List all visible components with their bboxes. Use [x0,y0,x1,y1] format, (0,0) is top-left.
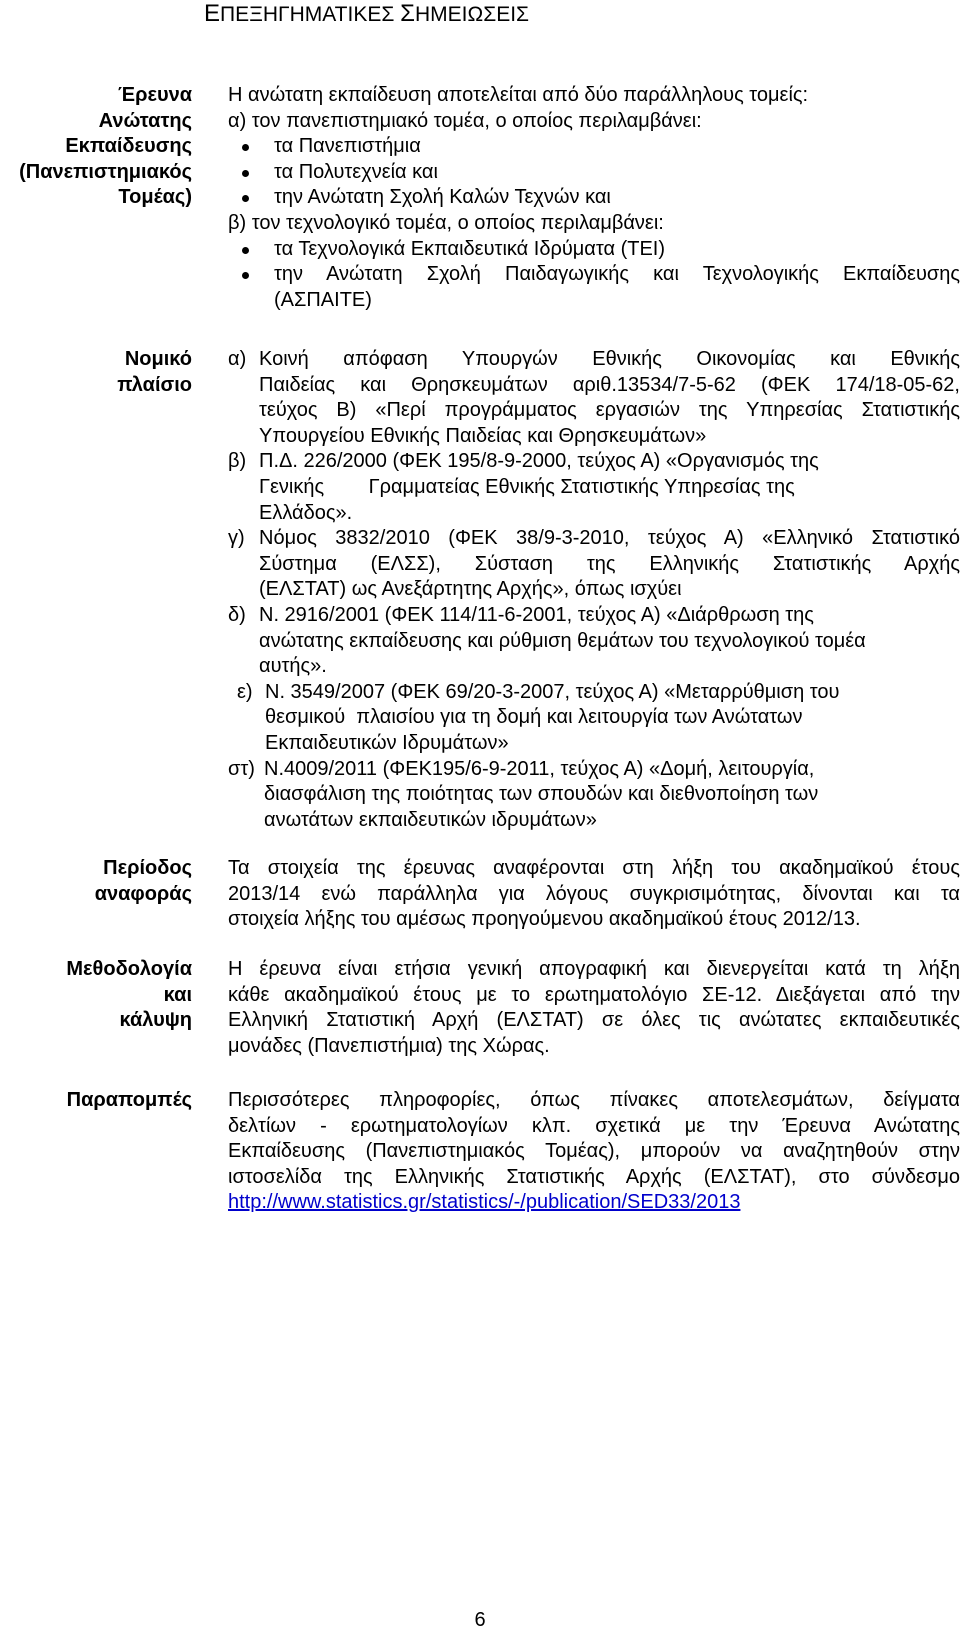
paragraph-line: Ελληνική Στατιστική Αρχή (ΕΛΣΤΑΤ) σε όλες τις ανώτατες εκπαιδευτικές [228,1009,960,1032]
sector-a-list [228,134,960,211]
survey-intro: Η ανώτατη εκπαίδευση αποτελείται από δύο παράλληλους τομείς: [228,84,809,106]
paragraph-line: Περισσότερες πληροφορίες, όπως πίνακες αποτελεσμάτων, δείγματα [228,1089,960,1111]
list-item: τα Τεχνολογικά Εκπαιδευτικά Ιδρύματα (ΤΕΙ) [228,237,960,263]
list-item: την Ανώτατη Σχολή Καλών Τεχνών και [228,185,960,211]
legal-line: Ν.4009/2011 (ΦΕΚ195/6-9-2011, τεύχος Α) «Δομή, λειτουργία, [264,757,815,780]
legal-item-tag: δ) [228,603,246,626]
list-item: τα Πολυτεχνεία και [228,160,960,186]
legal-line: Ελλάδος». [259,501,353,524]
legal-line: (ΕΛΣΤΑΤ) ως Ανεξάρτητης Αρχής», όπως ισχύει [259,578,682,601]
paragraph-line: κάθε ακαδημαϊκού έτους με το ερωτηματολόγιο ΣΕ-12. Διεξάγεται από την [228,983,960,1006]
label-line: κάλυψη [119,1009,192,1032]
label-line: αναφοράς [94,882,192,905]
legal-line: ανωτάτων εκπαιδευτικών ιδρυμάτων» [264,808,597,831]
label-line: Έρευνα [118,84,192,106]
label-line: Παραπομπές [66,1089,192,1111]
legal-line: αυτής». [259,655,327,678]
title-initial-1: Ε [204,0,221,27]
legal-line: Σύστημα (ΕΛΣΣ), Σύσταση της Ελληνικής Στατιστικής Αρχής [259,552,960,575]
legal-line: Υπουργείου Εθνικής Παιδείας και Θρησκευμάτων» [259,424,707,447]
sector-b-heading: β) τον τεχνολογικό τομέα, ο οποίος περιλαμβάνει: [228,211,664,234]
legal-item [228,603,960,680]
legal-item [228,757,960,834]
section-label-methodology [2,957,192,1034]
section-label-references [2,1088,192,1114]
section-label-period [2,856,192,907]
legal-line: Παιδείας και Θρησκευμάτων αριθ.13534/7-5-62 (ΦΕΚ 174/18-05-62, [259,373,960,396]
legal-item-tag: ε) [237,680,253,703]
section-label-legal [2,347,192,398]
paragraph-line: δελτίων - ερωτηματολογίων κλπ. σχετικά με την Έρευνα Ανώτατης [228,1114,960,1137]
label-line: πλαίσιο [117,373,192,396]
legal-item [237,680,960,757]
page-title [204,0,529,29]
paragraph-line: στοιχεία λήξης του αμέσως προηγούμενου ακαδημαϊκού έτους 2012/13. [228,908,861,931]
paragraph-line: μονάδες (Πανεπιστήμια) της Χώρας. [228,1034,550,1057]
legal-item [228,526,960,603]
title-initial-2: Σ [400,0,416,27]
label-line: Περίοδος [103,857,192,879]
legal-line: Ν. 2916/2001 (ΦΕΚ 114/11-6-2001, τεύχος Α) «Διάρθρωση της [259,603,814,626]
page-number: 6 [474,1609,486,1631]
title-rest-1: ΠΕΞΗΓΗΜΑΤΙΚΕΣ [220,3,401,26]
label-line: Εκπαίδευσης [65,135,192,158]
paragraph-line: ιστοσελίδα της Ελληνικής Στατιστικής Αρχής (ΕΛΣΤΑΤ), στο σύνδεσμο [228,1165,960,1188]
legal-item [228,449,960,526]
list-item-line: (ΑΣΠΑΙΤΕ) [274,288,372,311]
legal-line: Π.Δ. 226/2000 (ΦΕΚ 195/8-9-2000, τεύχος Α) «Οργανισμός της [259,450,819,473]
publication-link[interactable]: http://www.statistics.gr/statistics/-/publication/SED33/2013 [228,1191,741,1214]
legal-line: θεσμικού πλαισίου για τη δομή και λειτουργία των Ανώτατων [265,706,803,729]
sector-a-heading: α) τον πανεπιστημιακό τομέα, ο οποίος περιλαμβάνει: [228,109,702,132]
section-content-legal [228,347,960,833]
list-item [228,262,960,313]
sector-b-list [228,237,960,314]
list-item: τα Πανεπιστήμια [228,134,960,160]
paragraph-line: Η έρευνα είναι ετήσια γενική απογραφική και διενεργείται κατά τη λήξη [228,958,960,980]
legal-line: Νόμος 3832/2010 (ΦΕΚ 38/9-3-2010, τεύχος Α) «Ελληνικό Στατιστικό [259,527,960,550]
legal-line: Κοινή απόφαση Υπουργών Εθνικής Οικονομίας και Εθνικής [259,348,960,370]
legal-line: Γενικής Γραμματείας Εθνικής Στατιστικής Υπηρεσίας της [259,475,795,498]
label-line: Μεθοδολογία [66,958,192,980]
legal-line: Ν. 3549/2007 (ΦΕΚ 69/20-3-2007, τεύχος Α) «Μεταρρύθμιση του [265,680,840,703]
section-content-period [228,856,960,933]
legal-item-tag: στ) [228,757,255,780]
section-content-survey [228,83,960,313]
legal-line: διασφάλιση της ποιότητας των σπουδών και διεθνοποίηση των [264,783,819,806]
legal-line: ανώτατης εκπαίδευσης και ρύθμιση θεμάτων του τεχνολογικού τομέα [259,629,866,652]
section-content-methodology [228,957,960,1059]
label-line: (Πανεπιστημιακός [19,160,192,183]
list-item-line: την Ανώτατη Σχολή Παιδαγωγικής και Τεχνολογικής Εκπαίδευσης [274,263,960,286]
label-line: και [163,983,192,1006]
paragraph-line: Εκπαίδευσης (Πανεπιστημιακός Τομέας), μπορούν να αναζητηθούν στην [228,1140,960,1163]
legal-item [228,347,960,449]
legal-line: Εκπαιδευτικών Ιδρυμάτων» [265,731,509,754]
section-label-survey [2,83,192,211]
paragraph-line: 2013/14 ενώ παράλληλα για λόγους συγκρισιμότητας, δίνονται και τα [228,882,960,905]
section-content-references [228,1088,960,1216]
title-rest-2: ΗΜΕΙΩΣΕΙΣ [415,3,530,26]
paragraph-line: Τα στοιχεία της έρευνας αναφέρονται στη λήξη του ακαδημαϊκού έτους [228,857,960,879]
legal-line: τεύχος Β) «Περί προγράμματος εργασιών της Υπηρεσίας Στατιστικής [259,399,960,422]
legal-item-tag: α) [228,348,247,370]
legal-item-tag: γ) [228,527,245,550]
legal-item-tag: β) [228,450,247,473]
label-line: Ανώτατης [98,109,192,132]
label-line: Νομικό [124,348,192,370]
label-line: Τομέας) [118,186,192,209]
